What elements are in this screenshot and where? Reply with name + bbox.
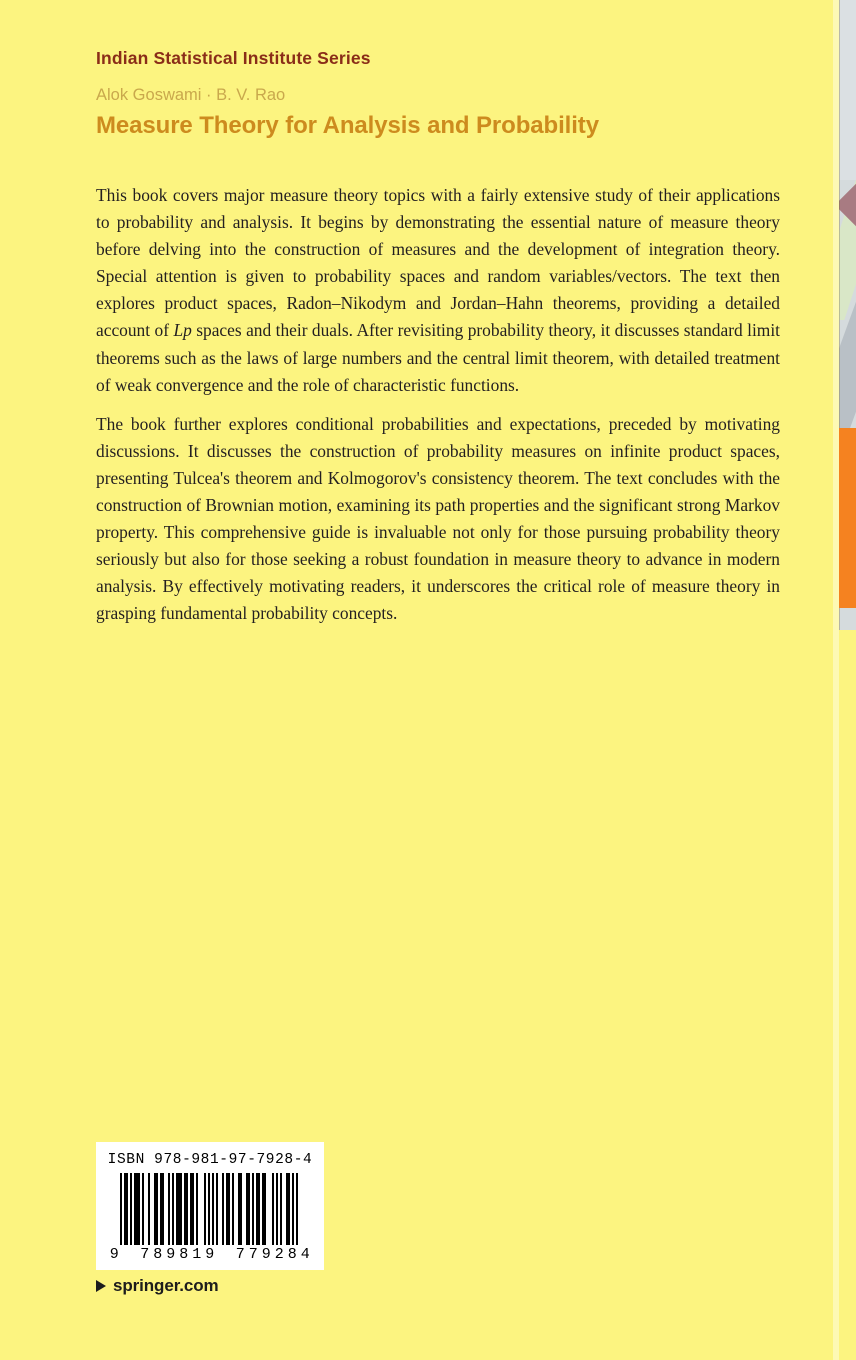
blurb-p1-part1: This book covers major measure theory topics with a fairly extensive study of their applications to probability and analysis. It begins by demonstrating the essential nature of measure theory before delving into the construction of measures and the development of integration theory. Special attention is given to probability spaces and random variables/vectors. The text then explores product spaces, Radon–Nikodym and Jordan–Hahn theorems, providing a detailed account of bbox=[96, 185, 780, 341]
blurb-paragraph-1 bbox=[96, 182, 780, 399]
blurb-text bbox=[96, 182, 780, 628]
gray-panel-shape bbox=[839, 0, 856, 180]
isbn-label: ISBN 978-981-97-7928-4 bbox=[107, 1152, 313, 1168]
series-title: Indian Statistical Institute Series bbox=[96, 48, 371, 68]
springer-label: springer.com bbox=[113, 1276, 219, 1295]
barcode-left-digit: 9 bbox=[109, 1246, 120, 1263]
page-title: Measure Theory for Analysis and Probability bbox=[96, 112, 599, 139]
play-triangle-icon bbox=[96, 1280, 106, 1292]
barcode-group-2: 7 7 9 2 8 4 bbox=[235, 1246, 311, 1263]
barcode-digits bbox=[106, 1245, 314, 1263]
springer-link[interactable] bbox=[96, 1276, 219, 1296]
lp-italic-term: Lp bbox=[173, 320, 192, 341]
orange-block-shape bbox=[839, 428, 856, 608]
blurb-paragraph-2: The book further explores conditional probabilities and expectations, preceded by motivating discussions. It discusses the construction of probability measures on infinite product spaces, presenting Tulcea's theorem and Kolmogorov's consistency theorem. The text concludes with the construction of Brownian motion, examining its path properties and the significant strong Markov property. This comprehensive guide is invaluable not only for those pursuing probability theory seriously but also for those seeking a robust foundation in measure theory to advance in modern analysis. By effectively motivating readers, it underscores the critical role of measure theory in grasping fundamental probability concepts. bbox=[96, 413, 780, 624]
blurb-p1-part2: spaces and their duals. After revisiting probability theory, it discusses standard limit theorems such as the laws of large numbers and the central limit theorem, with detailed treatment of weak convergence and the role of characteristic functions. bbox=[96, 320, 780, 395]
barcode-bars bbox=[106, 1173, 314, 1245]
front-cover-sliver bbox=[833, 0, 856, 1360]
barcode-group-1: 7 8 9 8 1 9 bbox=[140, 1246, 215, 1263]
authors-line: Alok Goswami · B. V. Rao bbox=[96, 86, 286, 104]
isbn-barcode bbox=[96, 1142, 324, 1270]
